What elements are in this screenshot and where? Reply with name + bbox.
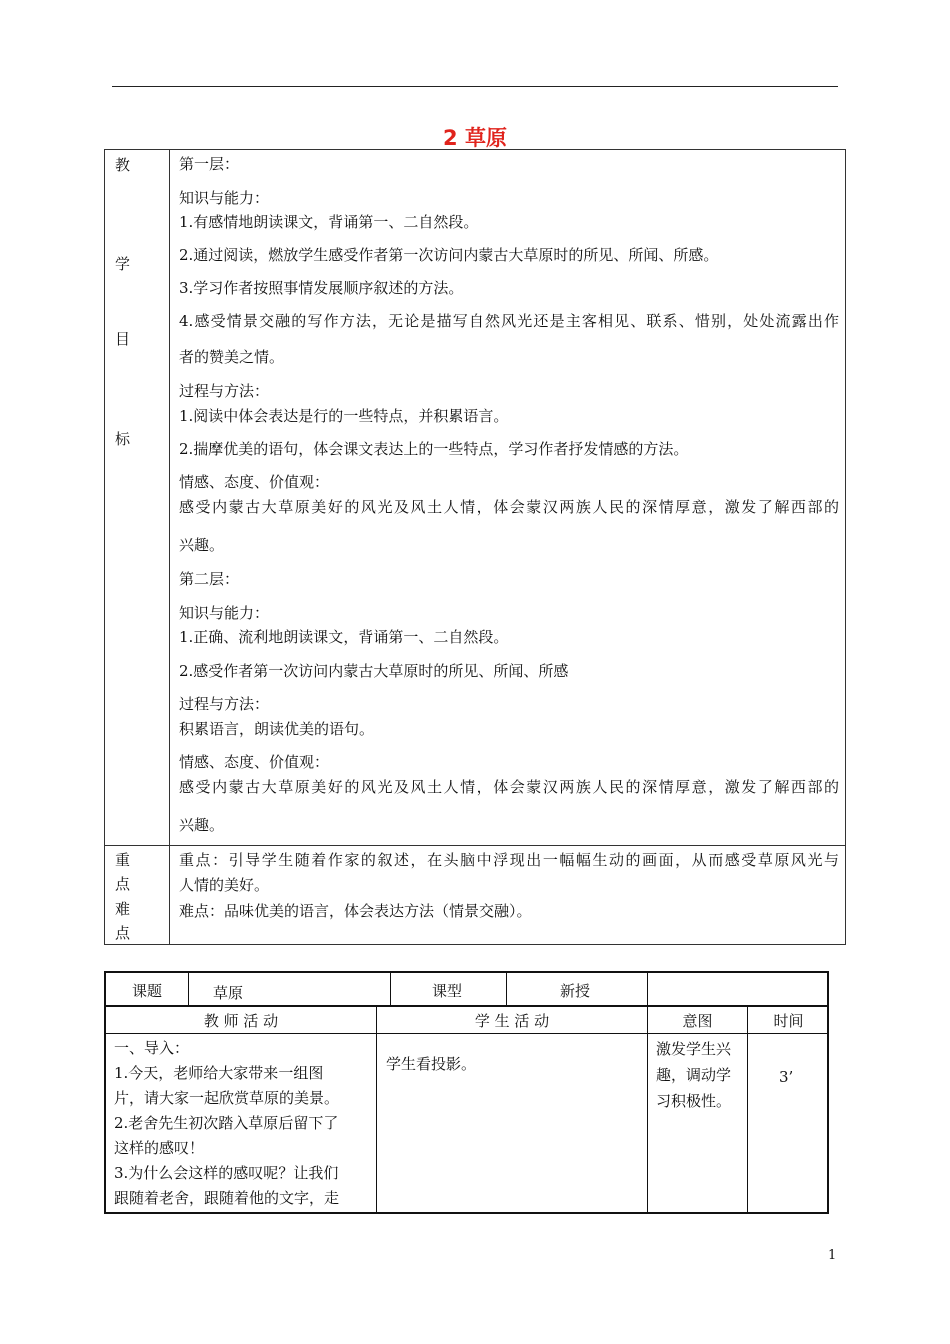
goals-line: 4.感受情景交融的写作方法，无论是描写自然风光还是主客相见、联系、惜别，处处流露出作 xyxy=(179,312,839,330)
teacher-activity-line: 这样的感叹！ xyxy=(114,1139,205,1157)
student-activity-cell xyxy=(386,1052,476,1077)
goals-line: 者的赞美之情。 xyxy=(179,348,285,366)
student-activity-line: 学生看投影。 xyxy=(386,1055,477,1073)
time-value: 3’ xyxy=(779,1068,794,1086)
topic-value: 草原 xyxy=(213,984,244,1002)
keypoints-side-label-char: 点 xyxy=(115,924,131,942)
header-teacher-activity: 教 师 活 动 xyxy=(203,1012,279,1030)
goals-line: 感受内蒙古大草原美好的风光及风土人情，体会蒙汉两族人民的深情厚意，激发了解西部的 xyxy=(179,498,839,516)
goals-line: 情感、态度、价值观： xyxy=(179,753,330,771)
goals-line: 1.正确、流利地朗读课文，背诵第一、二自然段。 xyxy=(179,628,509,646)
teacher-activity-line: 2.老舍先生初次踏入草原后留下了 xyxy=(114,1114,339,1132)
column-divider xyxy=(647,973,648,1005)
keypoints-side-label-char: 重 xyxy=(115,851,131,869)
goals-line: 3.学习作者按照事情发展顺序叙述的方法。 xyxy=(179,279,464,297)
goals-side-label-char: 标 xyxy=(115,430,131,448)
goals-side-label-char: 目 xyxy=(115,330,131,348)
teacher-activity-line: 1.今天，老师给大家带来一组图 xyxy=(114,1064,324,1082)
teacher-activity-line: 片，请大家一起欣赏草原的美景。 xyxy=(114,1089,340,1107)
goals-line: 第一层： xyxy=(179,155,240,173)
teaching-goals-table xyxy=(104,149,846,945)
column-divider xyxy=(390,973,391,1005)
teacher-activity-line: 一、导入： xyxy=(114,1039,190,1057)
goals-line: 情感、态度、价值观： xyxy=(179,473,330,491)
goals-line: 1.阅读中体会表达是行的一些特点，并积累语言。 xyxy=(179,407,509,425)
row-divider xyxy=(105,845,845,846)
document-title: 2 草原 xyxy=(443,126,507,150)
teacher-activity-line: 跟随着老舍，跟随着他的文字，走 xyxy=(114,1189,340,1207)
keypoints-side-label-char: 难 xyxy=(115,900,131,918)
goals-line: 过程与方法： xyxy=(179,695,270,713)
teacher-activity-line: 3.为什么会这样的感叹呢？让我们 xyxy=(114,1164,339,1182)
goals-side-label-char: 学 xyxy=(115,255,131,273)
goals-line: 感受内蒙古大草原美好的风光及风土人情，体会蒙汉两族人民的深情厚意，激发了解西部的 xyxy=(179,778,839,796)
type-label: 课型 xyxy=(432,982,463,1000)
column-divider xyxy=(376,1005,377,1212)
column-divider xyxy=(747,1005,748,1212)
intent-line: 趣，调动学 xyxy=(656,1066,732,1084)
keypoint-line: 人情的美好。 xyxy=(179,876,270,894)
row-divider xyxy=(106,1033,827,1034)
goals-line: 2.揣摩优美的语句，体会课文表达上的一些特点，学习作者抒发情感的方法。 xyxy=(179,440,689,458)
keypoint-line: 重点：引导学生随着作家的叙述，在头脑中浮现出一幅幅生动的画面，从而感受草原风光与 xyxy=(179,851,839,869)
topic-label: 课题 xyxy=(132,982,163,1000)
goals-line: 过程与方法： xyxy=(179,382,270,400)
column-divider xyxy=(506,973,507,1005)
goals-line: 2.通过阅读，燃放学生感受作者第一次访问内蒙古大草原时的所见、所闻、所感。 xyxy=(179,246,719,264)
goals-line: 知识与能力： xyxy=(179,189,270,207)
header-student-activity: 学 生 活 动 xyxy=(474,1012,550,1030)
goals-line: 第二层： xyxy=(179,570,240,588)
intent-cell xyxy=(656,1036,731,1114)
intent-line: 激发学生兴 xyxy=(656,1040,732,1058)
goals-line: 1.有感情地朗读课文，背诵第一、二自然段。 xyxy=(179,213,479,231)
goals-line: 积累语言，朗读优美的语句。 xyxy=(179,720,375,738)
teacher-activity-cell xyxy=(114,1036,374,1211)
goals-side-label-char: 教 xyxy=(115,156,131,174)
page-number: 1 xyxy=(828,1248,837,1263)
type-value: 新授 xyxy=(560,982,591,1000)
column-divider xyxy=(188,973,189,1005)
goals-line: 知识与能力： xyxy=(179,604,270,622)
lesson-activity-table xyxy=(104,971,829,1214)
header-intent: 意图 xyxy=(682,1012,713,1030)
row-divider xyxy=(106,1005,827,1007)
header-time: 时间 xyxy=(773,1012,804,1030)
column-divider xyxy=(169,150,170,944)
goals-line: 2.感受作者第一次访问内蒙古大草原时的所见、所闻、所感 xyxy=(179,662,569,680)
goals-line: 兴趣。 xyxy=(179,536,225,554)
keypoints-side-label-char: 点 xyxy=(115,875,131,893)
goals-line: 兴趣。 xyxy=(179,816,225,834)
keypoint-line: 难点：品味优美的语言，体会表达方法（情景交融）。 xyxy=(179,902,532,920)
column-divider xyxy=(647,1005,648,1212)
intent-line: 习积极性。 xyxy=(656,1092,732,1110)
header-rule xyxy=(112,86,838,87)
